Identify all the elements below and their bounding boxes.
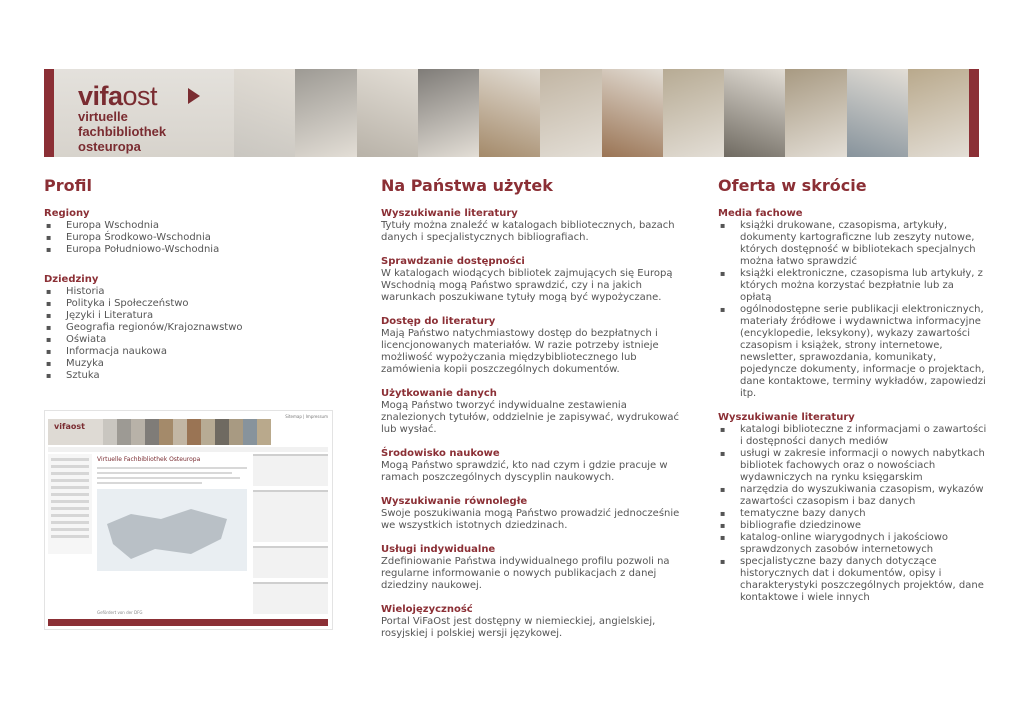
section-text: Portal ViFaOst jest dostępny w niemieckiej, angielskiej, rosyjskiej i polskiej wersji językowej. <box>381 616 656 639</box>
list-item: ▪ katalogi biblioteczne z informacjami o zawartości i dostępności danych mediów <box>718 424 988 448</box>
logo <box>54 69 234 157</box>
section-title: Wyszukiwanie literatury <box>381 208 518 219</box>
screenshot-logo <box>48 419 103 445</box>
regions-list <box>44 220 344 256</box>
list-item: ▪ narzędzia do wyszukiwania czasopism, wykazów zawartości czasopism i baz danych <box>718 484 988 508</box>
logo-line: osteuropa <box>78 139 141 154</box>
section-text: W katalogach wiodących bibliotek zajmujących się Europą Wschodnią mogą Państwo sprawdzić, czy i na jakich warunkach poszukiwane tytuły mogą być wypożyczane. <box>381 268 673 303</box>
screenshot-photo-tile <box>145 419 159 445</box>
benefit-section <box>381 447 681 484</box>
benefits-column <box>381 176 681 651</box>
banner-photo-tile <box>479 69 540 157</box>
section-title: Usługi indywidualne <box>381 544 496 555</box>
list-item: ▪ bibliografie dziedzinowe <box>718 520 988 532</box>
screenshot-nav <box>48 447 328 452</box>
offer-heading: Oferta w skrócie <box>718 176 867 195</box>
benefit-section <box>381 387 681 436</box>
banner-photo-tile <box>602 69 663 157</box>
media-title: Media fachowe <box>718 208 803 219</box>
profile-heading: Profil <box>44 176 92 195</box>
list-item: ▪ Języki i Literatura <box>44 310 344 322</box>
screenshot-title: Virtuelle Fachbibliothek Osteuropa <box>97 456 201 463</box>
screenshot-footer <box>48 619 328 626</box>
profile-column <box>44 176 344 382</box>
list-item: ▪ usługi w zakresie informacji o nowych nabytkach bibliotek fachowych oraz o nowościach wydawniczych na rynku księgarskim <box>718 448 988 484</box>
screenshot-text <box>97 467 247 487</box>
section-title: Wyszukiwanie równoległe <box>381 496 528 507</box>
list-item: ▪ Europa Wschodnia <box>44 220 344 232</box>
list-item: ▪ Geografia regionów/Krajoznawstwo <box>44 322 344 334</box>
fields-title: Dziedziny <box>44 274 99 285</box>
benefit-section <box>381 495 681 532</box>
search-list <box>718 424 988 604</box>
screenshot-photo-tile <box>215 419 229 445</box>
section-title: Wielojęzyczność <box>381 604 473 615</box>
banner-photo-tile <box>785 69 846 157</box>
list-item: ▪ Historia <box>44 286 344 298</box>
section-text: Swoje poszukiwania mogą Państwo prowadzić jednocześnie we wszystkich istotnych dziedzinach. <box>381 508 680 531</box>
section-text: Tytuły można znaleźć w katalogach bibliotecznych, bazach danych i specjalistycznych bibliografiach. <box>381 220 675 243</box>
section-title: Sprawdzanie dostępności <box>381 256 525 267</box>
screenshot-photo-tile <box>243 419 257 445</box>
website-screenshot <box>44 410 333 630</box>
section-title: Środowisko naukowe <box>381 448 500 459</box>
screenshot-photo-tile <box>131 419 145 445</box>
fields-list <box>44 286 344 382</box>
list-item: ▪ Informacja naukowa <box>44 346 344 358</box>
benefits-heading: Na Państwa użytek <box>381 176 553 195</box>
play-arrow-icon <box>188 88 200 104</box>
logo-thin: ost <box>122 81 158 111</box>
list-item: ▪ Muzyka <box>44 358 344 370</box>
benefit-section <box>381 255 681 304</box>
screenshot-map <box>97 489 247 571</box>
list-item: ▪ Sztuka <box>44 370 344 382</box>
screenshot-photo-tile <box>201 419 215 445</box>
list-item: ▪ Polityka i Społeczeństwo <box>44 298 344 310</box>
search-title: Wyszukiwanie literatury <box>718 412 855 423</box>
benefit-section <box>381 207 681 244</box>
list-item: ▪ Europa Południowo-Wschodnia <box>44 244 344 256</box>
screenshot-photo-tile <box>103 419 117 445</box>
section-text: Mają Państwo natychmiastowy dostęp do bezpłatnych i licencjonowanych materiałów. W razie potrzeby istnieje możliwość wypożyczania międzybibliotecznego lub zamówienia kopii poszczególnych dokumentów. <box>381 328 659 375</box>
logo-line: virtuelle <box>78 109 128 124</box>
screenshot-top-links: Sitemap | Impressum <box>285 414 328 419</box>
regions-title: Regiony <box>44 208 90 219</box>
screenshot-logo-text: vifaost <box>54 422 85 431</box>
screenshot-photo-tile <box>159 419 173 445</box>
screenshot-photo-strip <box>103 419 271 445</box>
section-text: Mogą Państwo sprawdzić, kto nad czym i gdzie pracuje w ramach poszczególnych dyscyplin naukowych. <box>381 460 668 483</box>
screenshot-photo-tile <box>117 419 131 445</box>
logo-subtitle <box>78 109 166 154</box>
banner-left-stripe <box>44 69 54 157</box>
list-item: ▪ Europa Środkowo-Wschodnia <box>44 232 344 244</box>
list-item: ▪ książki drukowane, czasopisma, artykuły, dokumenty kartograficzne lub zeszyty nutowe, których dostępność w bibliotekach specjalnych można łatwo sprawdzić <box>718 220 988 268</box>
banner-photo-tile <box>418 69 479 157</box>
banner-photo-tile <box>357 69 418 157</box>
banner-photo-tile <box>847 69 908 157</box>
logo-line: fachbibliothek <box>78 124 167 139</box>
section-title: Dostęp do literatury <box>381 316 496 327</box>
list-item: ▪ Oświata <box>44 334 344 346</box>
benefit-section <box>381 315 681 376</box>
media-list <box>718 220 988 400</box>
list-item: ▪ książki elektroniczne, czasopisma lub artykuły, z których można korzystać bezpłatnie lub za opłatą <box>718 268 988 304</box>
screenshot-dfg-credit: Gefördert von der DFG <box>97 610 143 615</box>
banner-photo-tile <box>663 69 724 157</box>
offer-column <box>718 176 988 604</box>
banner-photo-tile <box>540 69 601 157</box>
section-text: Zdefiniowanie Państwa indywidualnego profilu pozwoli na regularne informowanie o nowych publikacjach z danej dziedziny naukowej. <box>381 556 670 591</box>
screenshot-right-panel <box>253 454 328 618</box>
banner-photo-tile <box>295 69 356 157</box>
section-title: Użytkowanie danych <box>381 388 497 399</box>
benefit-section <box>381 543 681 592</box>
screenshot-photo-tile <box>173 419 187 445</box>
banner-photo-strip <box>234 69 969 157</box>
section-text: Mogą Państwo tworzyć indywidualne zestawienia znalezionych tytułów, oddzielnie je zapisywać, wydrukować lub wysłać. <box>381 400 680 435</box>
banner-photo-tile <box>724 69 785 157</box>
banner-photo-tile <box>908 69 969 157</box>
list-item: ▪ katalog-online wiarygodnych i jakościowo sprawdzonych zasobów internetowych <box>718 532 988 556</box>
screenshot-photo-tile <box>187 419 201 445</box>
list-item: ▪ ogólnodostępne serie publikacji elektronicznych, materiały źródłowe i wydawnictwa informacyjne (encyklopedie, leksykony), wykazy zawartości czasopism i książek, strony internetowe, newsletter, sprawozdania, komunikaty, pojedyncze dokumenty, informacje o projektach, dane kontaktowe, terminy wykładów, zapowiedzi itp. <box>718 304 988 400</box>
banner-right-stripe <box>969 69 979 157</box>
header-banner <box>44 69 979 157</box>
banner-photo-tile <box>234 69 295 157</box>
logo-wordmark <box>78 81 157 112</box>
list-item: ▪ specjalistyczne bazy danych dotyczące historycznych dat i dokumentów, opisy i charakterystyki poszczególnych projektów, dane kontaktowe i wiele innych <box>718 556 988 604</box>
screenshot-photo-tile <box>229 419 243 445</box>
benefit-section <box>381 603 681 640</box>
list-item: ▪ tematyczne bazy danych <box>718 508 988 520</box>
screenshot-photo-tile <box>257 419 271 445</box>
logo-bold: vifa <box>78 81 123 111</box>
screenshot-sidebar <box>48 454 92 554</box>
